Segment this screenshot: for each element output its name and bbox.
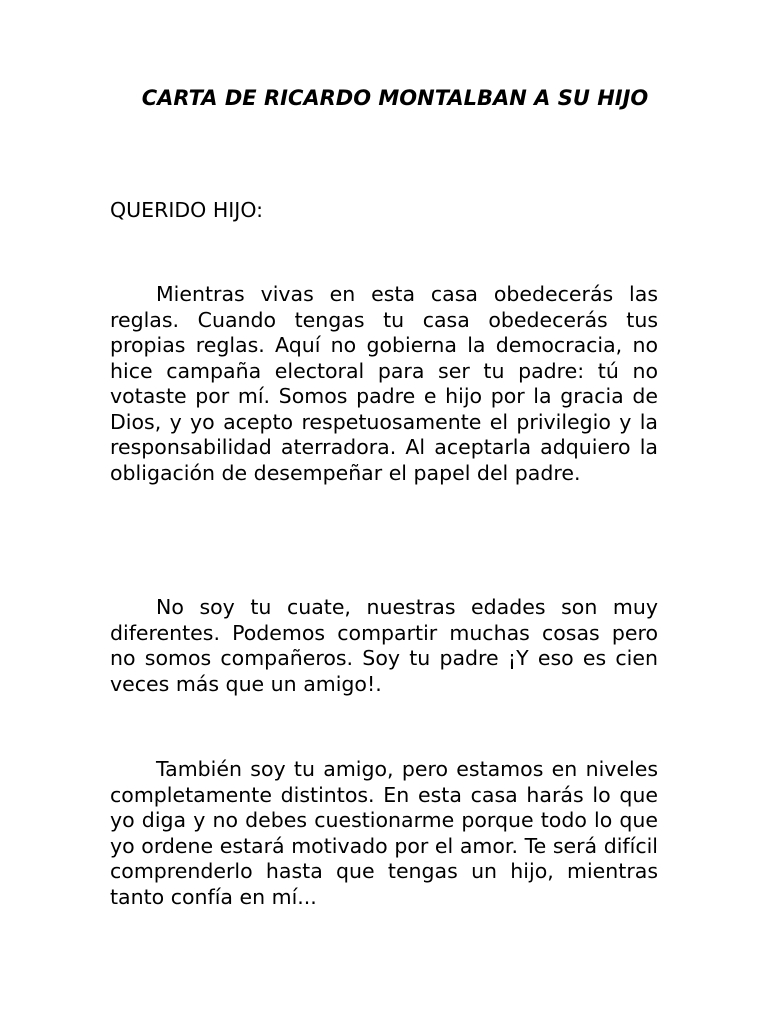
letter-content xyxy=(110,84,658,909)
paragraph: No soy tu cuate, nuestras edades son muy diferentes. Podemos compartir muchas cosas pero no somos compañeros. Soy tu padre ¡Y eso es cien veces más que un amigo!. xyxy=(110,595,658,696)
paragraph: También soy tu amigo, pero estamos en niveles completamente distintos. En esta casa harás lo que yo diga y no debes cuestionarme porque todo lo que yo ordene estará motivado por el amor. Te será difícil comprenderlo hasta que tengas un hijo, mientras tanto confía en mí... xyxy=(110,757,658,909)
paragraph: Mientras vivas en esta casa obedecerás las reglas. Cuando tengas tu casa obedecerás tus propias reglas. Aquí no gobierna la democracia, no hice campaña electoral para ser tu padre: tú no votaste por mí. Somos padre e hijo por la gracia de Dios, y yo acepto respetuosamente el privilegio y la responsabilidad aterradora. Al aceptarla adquiero la obligación de desempeñar el papel del padre. xyxy=(110,282,658,485)
document-title: CARTA DE RICARDO MONTALBAN A SU HIJO xyxy=(141,86,649,110)
salutation: QUERIDO HIJO: xyxy=(110,198,264,222)
